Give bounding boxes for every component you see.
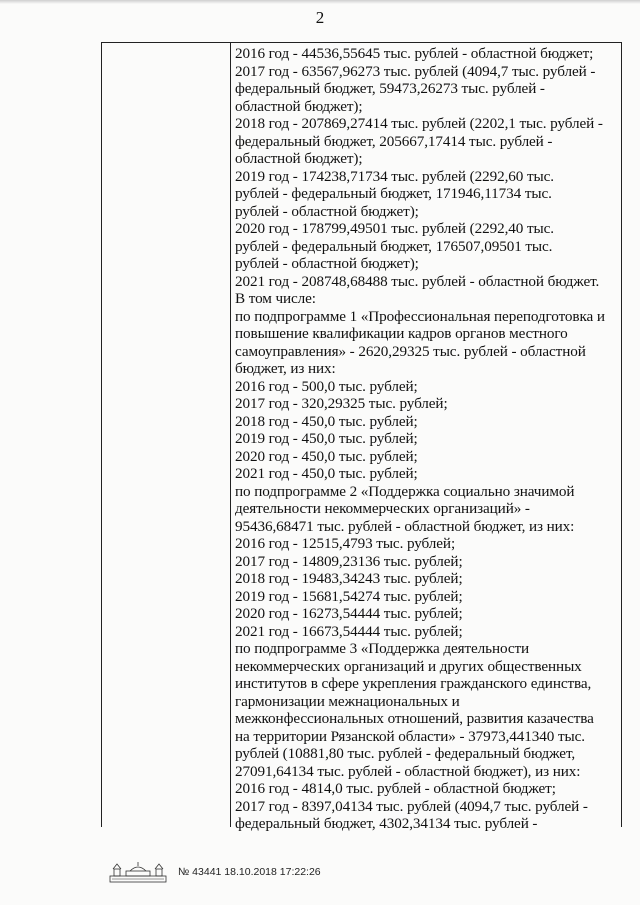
page-number: 2 <box>315 8 325 27</box>
text-line: 2018 год - 19483,34243 тыс. рублей; <box>235 570 463 587</box>
text-line: межконфессиональных отношений, развития казачества <box>235 710 594 727</box>
text-line: 2017 год - 14809,23136 тыс. рублей; <box>235 552 463 570</box>
text-line: областной бюджет); <box>235 97 363 115</box>
registration-number: № 43441 18.10.2018 17:22:26 <box>178 866 321 878</box>
text-line: рублей - федеральный бюджет, 176507,09501 тыс. <box>235 237 553 255</box>
text-line: федеральный бюджет, 4302,34134 тыс. рублей - <box>235 815 538 832</box>
text-line: по подпрограмме 3 «Поддержка деятельности <box>235 640 530 657</box>
text-line: бюджет, из них: <box>235 360 336 377</box>
text-line: 27091,64134 тыс. рублей - областной бюджет), из них: <box>235 762 581 780</box>
scan-top-edge <box>0 0 640 4</box>
text-line: 2020 год - 16273,54444 тыс. рублей; <box>235 605 463 622</box>
text-line: 2019 год - 15681,54274 тыс. рублей; <box>235 587 463 605</box>
text-line: на территории Рязанской области» - 37973,441340 тыс. <box>235 727 585 745</box>
text-line: 2021 год - 16673,54444 тыс. рублей; <box>235 622 463 640</box>
text-line: 2020 год - 178799,49501 тыс. рублей (2292,40 тыс. <box>235 220 554 237</box>
text-line: деятельности некоммерческих организаций» - <box>235 500 530 517</box>
text-line: 2019 год - 450,0 тыс. рублей; <box>235 430 418 447</box>
text-line: 2017 год - 8397,04134 тыс. рублей (4094,7 тыс. рублей - <box>235 797 588 815</box>
text-line: некоммерческих организаций и других общественных <box>235 657 582 675</box>
text-line: 2016 год - 4814,0 тыс. рублей - областной бюджет; <box>235 780 556 797</box>
text-line: 2019 год - 174238,71734 тыс. рублей (2292,60 тыс. <box>235 167 554 185</box>
text-line: 2018 год - 207869,27414 тыс. рублей (2202,1 тыс. рублей - <box>235 115 603 132</box>
text-line: 2016 год - 500,0 тыс. рублей; <box>235 377 418 395</box>
text-line: рублей (10881,80 тыс. рублей - федеральный бюджет, <box>235 745 576 762</box>
text-line: 2021 год - 208748,68488 тыс. рублей - областной бюджет. <box>235 272 600 290</box>
text-line: самоуправления» - 2620,29325 тыс. рублей - областной <box>235 342 586 360</box>
text-line: областной бюджет); <box>235 150 363 167</box>
text-line: 95436,68471 тыс. рублей - областной бюджет, из них: <box>235 517 575 535</box>
text-line: рублей - федеральный бюджет, 171946,11734 тыс. <box>235 185 552 202</box>
text-line: повышение квалификации кадров органов местного <box>235 325 568 342</box>
text-line: федеральный бюджет, 59473,26273 тыс. рублей - <box>235 80 545 97</box>
text-line: по подпрограмме 1 «Профессиональная переподготовка и <box>235 307 605 325</box>
text-line: гармонизации межнациональных и <box>235 692 460 710</box>
text-line: 2021 год - 450,0 тыс. рублей; <box>235 465 418 482</box>
text-line: федеральный бюджет, 205667,17414 тыс. рублей - <box>235 132 553 150</box>
document-footer <box>108 860 408 886</box>
text-line: рублей - областной бюджет); <box>235 202 419 220</box>
text-line: 2020 год - 450,0 тыс. рублей; <box>235 447 418 465</box>
text-line: 2017 год - 320,29325 тыс. рублей; <box>235 395 448 412</box>
kremlin-stamp-icon <box>108 860 168 884</box>
text-line: по подпрограмме 2 «Поддержка социально значимой <box>235 482 575 500</box>
funding-text-cell <box>235 45 619 833</box>
text-line: В том числе: <box>235 290 316 307</box>
text-line: 2016 год - 44536,55645 тыс. рублей - областной бюджет; <box>235 45 594 62</box>
text-line: институтов в сфере укрепления гражданского единства, <box>235 675 592 692</box>
text-line: 2018 год - 450,0 тыс. рублей; <box>235 412 418 430</box>
text-line: рублей - областной бюджет); <box>235 255 419 272</box>
text-line: 2017 год - 63567,96273 тыс. рублей (4094,7 тыс. рублей - <box>235 62 596 80</box>
column-divider <box>230 43 231 827</box>
text-line: 2016 год - 12515,4793 тыс. рублей; <box>235 535 456 552</box>
table-frame <box>101 42 622 832</box>
